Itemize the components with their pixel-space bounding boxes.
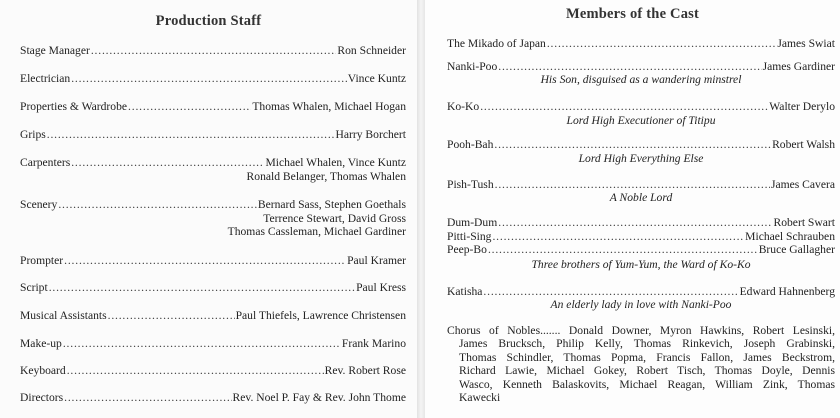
name: Ron Schneider (337, 44, 406, 57)
staff-row-make-up (20, 337, 406, 350)
chorus-line: Thomas Schindler, Thomas Popma, Francis Fallon, James Beckstrom, (459, 350, 835, 364)
name: Walter Derylo (769, 100, 835, 113)
role: Stage Manager (20, 44, 90, 57)
staff-row-prompter (20, 254, 406, 267)
cast-row-pooh-bah (447, 138, 835, 151)
cast-row-ko-ko (447, 100, 835, 113)
leader-dots (67, 364, 324, 377)
cast-row-pitti-sing (447, 230, 835, 243)
name: James Swiat (777, 37, 835, 50)
leader-dots (71, 72, 347, 85)
chorus-line: Kawecki (459, 391, 501, 405)
role: Dum-Dum (447, 216, 498, 229)
role: Pooh-Bah (447, 138, 494, 151)
leader-dots (492, 230, 744, 243)
name: James Gardiner (762, 60, 835, 73)
role: Directors (20, 391, 64, 404)
name: Paul Kramer (347, 254, 406, 267)
chorus-of-nobles (447, 324, 835, 404)
name: Robert Swart (773, 216, 835, 229)
chorus-line: Richard Lawie, Michael Gokey, Robert Tisch, Thomas Doyle, Dennis (459, 364, 835, 378)
carpenters-continued: Ronald Belanger, Thomas Whalen (246, 170, 406, 183)
name: Rev. Noel P. Fay & Rev. John Thome (232, 391, 406, 404)
leader-dots (71, 156, 264, 169)
role: Katisha (447, 285, 483, 298)
role: Ko-Ko (447, 100, 480, 113)
role: Make-up (20, 337, 62, 350)
role: Peep-Bo (447, 243, 487, 256)
name: Michael Schrauben (745, 230, 835, 243)
peep-bo-description: Three brothers of Yum-Yum, the Ward of Ko-Ko (531, 258, 751, 271)
name: Paul Thiefels, Lawrence Christensen (235, 309, 406, 322)
leader-dots (128, 100, 251, 113)
role: The Mikado of Japan (447, 37, 546, 50)
name: Thomas Whalen, Michael Hogan (252, 100, 406, 113)
staff-row-electrician (20, 72, 406, 85)
staff-row-carpenters (20, 156, 406, 169)
staff-row-keyboard (20, 364, 406, 377)
leader-dots (63, 337, 341, 350)
cast-page (425, 0, 840, 418)
staff-row-script (20, 281, 406, 294)
katisha-description: An elderly lady in love with Nanki-Poo (550, 298, 732, 311)
pooh-bah-description: Lord High Everything Else (578, 152, 704, 165)
leader-dots (494, 138, 771, 151)
staff-row-grips (20, 128, 406, 141)
production-staff-page (0, 0, 417, 418)
page-fold (417, 0, 425, 418)
role: Keyboard (20, 364, 66, 377)
role: Script (20, 281, 48, 294)
cast-row-katisha (447, 285, 835, 298)
name: Paul Kress (356, 281, 406, 294)
leader-dots (547, 37, 777, 50)
staff-row-properties (20, 100, 406, 113)
role: Pitti-Sing (447, 230, 492, 243)
role: Grips (20, 128, 46, 141)
name: Vince Kuntz (347, 72, 406, 85)
leader-dots (488, 243, 758, 256)
leader-dots (49, 281, 355, 294)
name: Rev. Robert Rose (324, 364, 406, 377)
scenery-continued-2: Thomas Cassleman, Michael Gardiner (227, 225, 406, 238)
leader-dots (91, 44, 337, 57)
cast-row-mikado (447, 37, 835, 50)
role: Properties & Wardrobe (20, 100, 128, 113)
role: Scenery (20, 198, 58, 211)
name: Bernard Sass, Stephen Goethals (257, 198, 406, 211)
role: Carpenters (20, 156, 71, 169)
role: Pish-Tush (447, 178, 494, 191)
leader-dots (498, 216, 772, 229)
production-staff-title: Production Staff (155, 13, 262, 29)
leader-dots (108, 309, 235, 322)
chorus-line: Wasco, Kenneth Balaskovits, Michael Reagan, William Zink, Thomas (459, 377, 835, 391)
role: Musical Assistants (20, 309, 107, 322)
leader-dots (480, 100, 768, 113)
role: Electrician (20, 72, 71, 85)
leader-dots (495, 178, 770, 191)
staff-row-scenery (20, 198, 406, 211)
chorus-line: Chorus of Nobles....... Donald Downer, Myron Hawkins, Robert Lesinski, (447, 324, 835, 337)
pish-tush-description: A Noble Lord (609, 191, 673, 204)
name: Bruce Gallagher (758, 243, 835, 256)
leader-dots (58, 198, 257, 211)
role: Prompter (20, 254, 64, 267)
chorus-line: James Brucksch, Philip Kelly, Thomas Rinkevich, Joseph Grabinski, (459, 337, 835, 351)
cast-title: Members of the Cast (565, 6, 700, 22)
name: Frank Marino (341, 337, 406, 350)
scenery-continued-1: Terrence Stewart, David Gross (263, 212, 406, 225)
leader-dots (64, 254, 346, 267)
cast-row-peep-bo (447, 243, 835, 256)
name: James Cavera (770, 178, 835, 191)
leader-dots (47, 128, 335, 141)
leader-dots (498, 60, 761, 73)
staff-row-musical-assistants (20, 309, 406, 322)
cast-row-nanki-poo (447, 60, 835, 73)
cast-row-dum-dum (447, 216, 835, 229)
leader-dots (483, 285, 738, 298)
staff-row-directors (20, 391, 406, 404)
ko-ko-description: Lord High Executioner of Titipu (566, 114, 716, 127)
nanki-poo-description: His Son, disguised as a wandering minstrel (540, 73, 742, 86)
name: Edward Hahnenberg (739, 285, 835, 298)
role: Nanki-Poo (447, 60, 498, 73)
staff-row-stage-manager (20, 44, 406, 57)
name: Harry Borchert (335, 128, 406, 141)
name: Robert Walsh (772, 138, 835, 151)
cast-row-pish-tush (447, 178, 835, 191)
name: Michael Whalen, Vince Kuntz (265, 156, 406, 169)
leader-dots (64, 391, 231, 404)
